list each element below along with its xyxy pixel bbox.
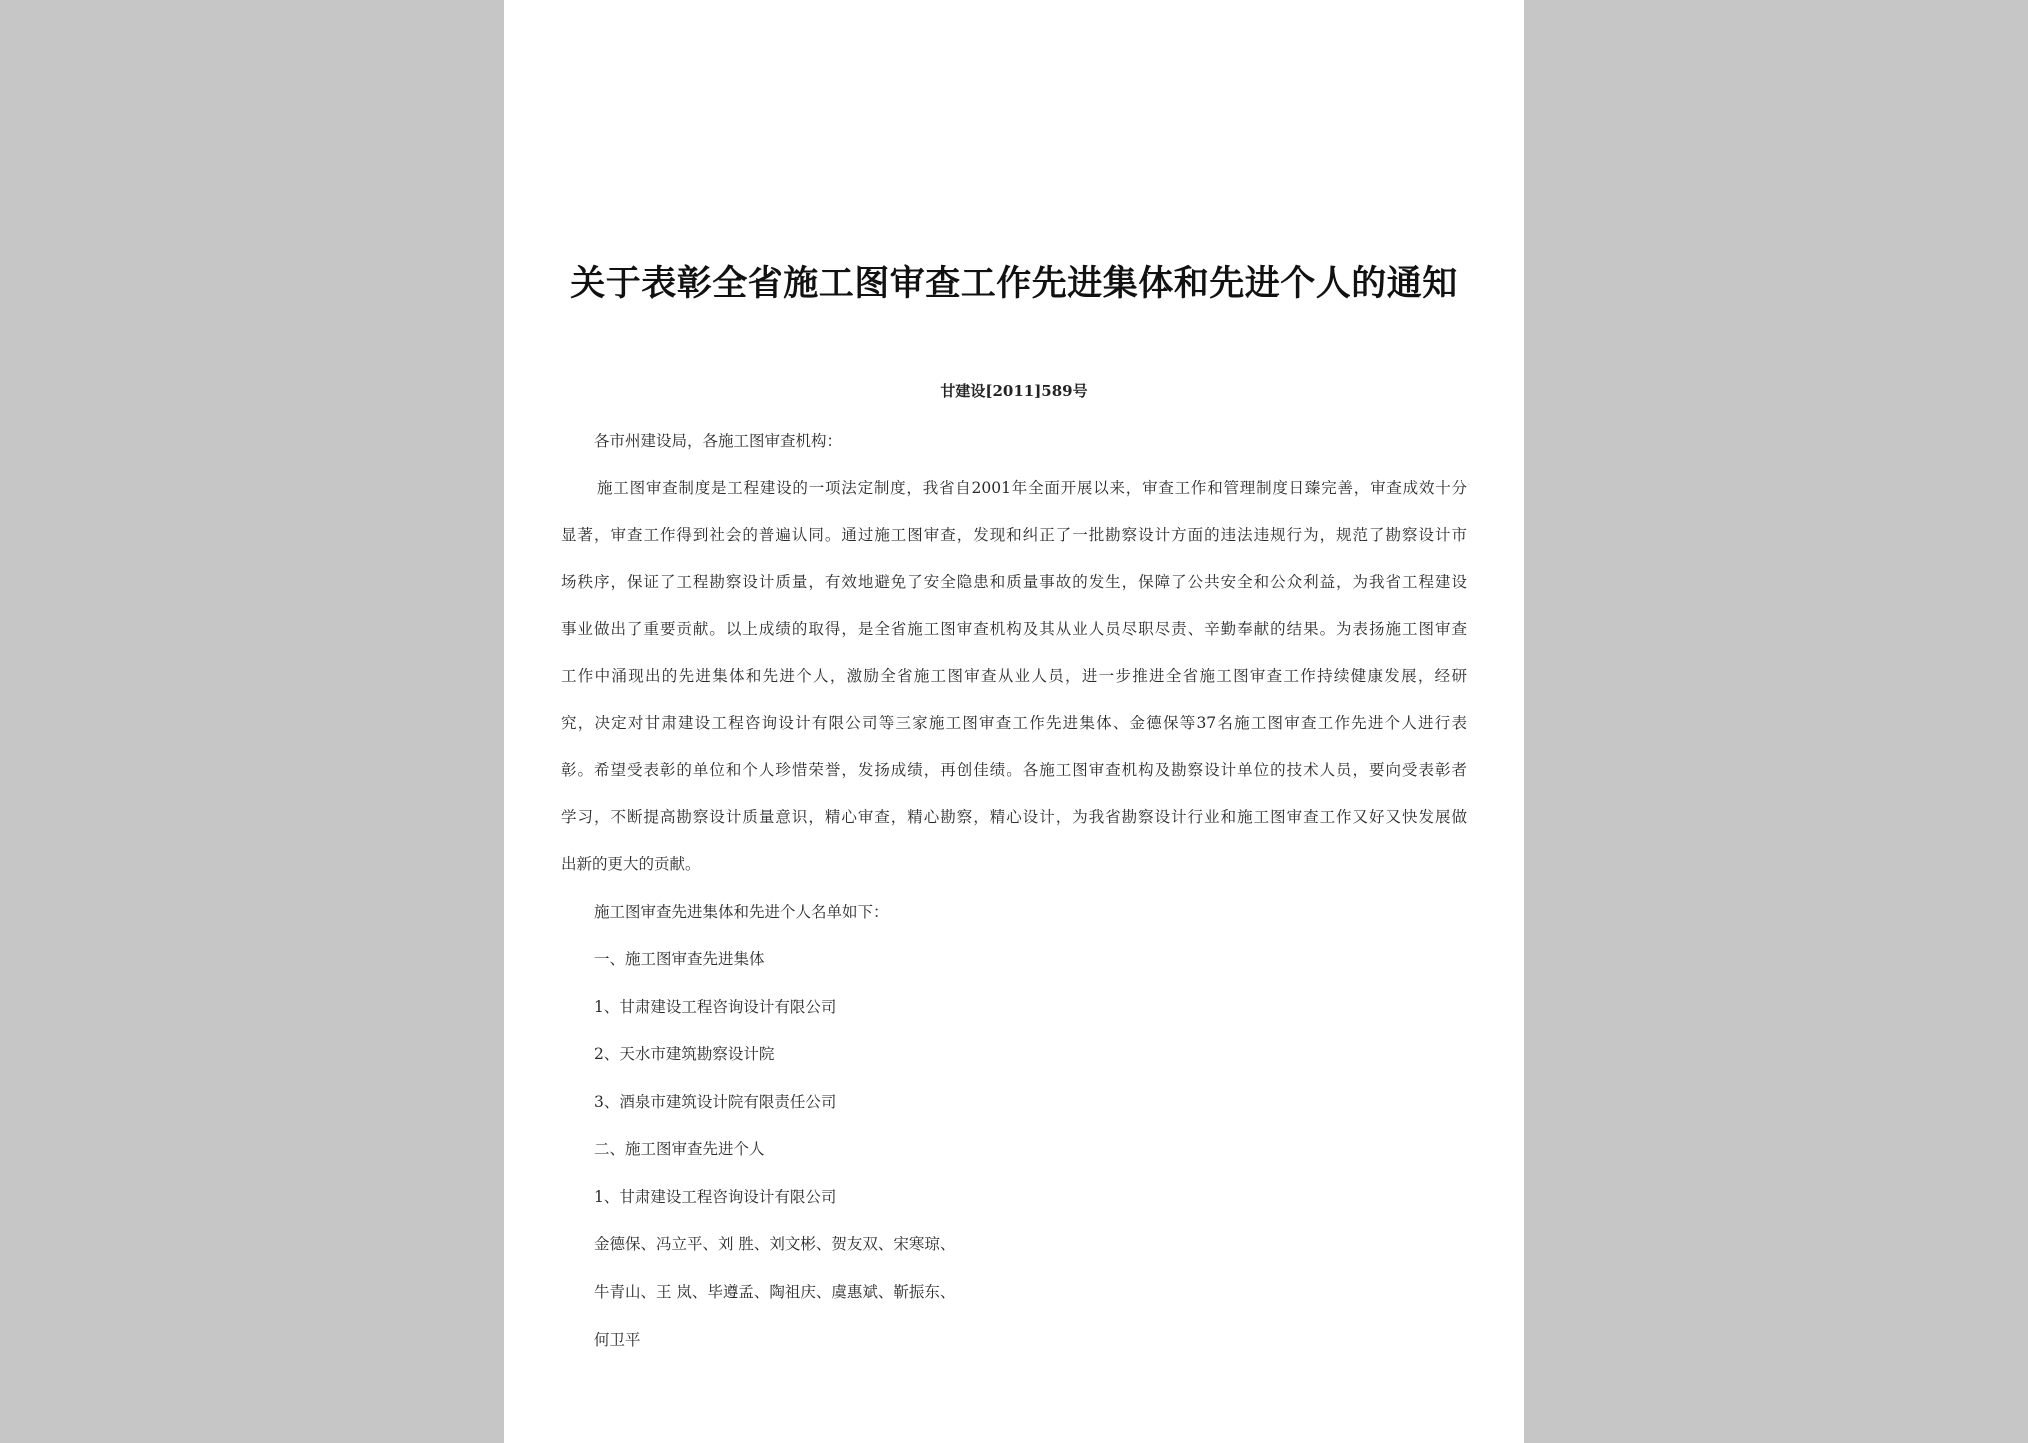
salutation: 各市州建设局，各施工图审查机构： <box>594 432 843 450</box>
collective-item: 2、天水市建筑勘察设计院 <box>594 1045 775 1063</box>
body-line: 施工图审查制度是工程建设的一项法定制度，我省自2001年全面开展以来，审查工作和管理制度日臻完善，审查成效十分 <box>597 479 1467 497</box>
body-line: 工作中涌现出的先进集体和先进个人，激励全省施工图审查从业人员，进一步推进全省施工图审查工作持续健康发展，经研 <box>561 667 1467 685</box>
individual-org: 1、甘肃建设工程咨询设计有限公司 <box>594 1188 837 1206</box>
body-line: 出新的更大的贡献。 <box>561 855 701 873</box>
body-line: 彰。希望受表彰的单位和个人珍惜荣誉，发扬成绩，再创佳绩。各施工图审查机构及勘察设计单位的技术人员，要向受表彰者 <box>561 761 1467 779</box>
document-page <box>504 0 1524 1443</box>
body-line: 学习，不断提高勘察设计质量意识，精心审查，精心勘察，精心设计，为我省勘察设计行业和施工图审查工作又好又快发展做 <box>561 808 1467 826</box>
document-title: 关于表彰全省施工图审查工作先进集体和先进个人的通知 <box>570 263 1458 304</box>
body-line: 事业做出了重要贡献。以上成绩的取得，是全省施工图审查机构及其从业人员尽职尽责、辛勤奉献的结果。为表扬施工图审查 <box>561 620 1467 638</box>
section-heading-individuals: 二、施工图审查先进个人 <box>594 1140 765 1158</box>
names-line: 金德保、冯立平、刘 胜、刘文彬、贺友双、宋寒琼、 <box>594 1235 956 1253</box>
body-line: 显著，审查工作得到社会的普遍认同。通过施工图审查，发现和纠正了一批勘察设计方面的违法违规行为，规范了勘察设计市 <box>561 526 1467 544</box>
collective-item: 3、酒泉市建筑设计院有限责任公司 <box>594 1093 837 1111</box>
section-heading-collectives: 一、施工图审查先进集体 <box>594 950 765 968</box>
document-number: 甘建设[2011]589号 <box>940 382 1088 400</box>
names-line: 何卫平 <box>594 1331 641 1349</box>
collective-item: 1、甘肃建设工程咨询设计有限公司 <box>594 998 837 1016</box>
body-line: 究，决定对甘肃建设工程咨询设计有限公司等三家施工图审查工作先进集体、金德保等37名施工图审查工作先进个人进行表 <box>561 714 1467 732</box>
body-line: 场秩序，保证了工程勘察设计质量，有效地避免了安全隐患和质量事故的发生，保障了公共安全和公众利益，为我省工程建设 <box>561 573 1467 591</box>
names-line: 牛青山、王 岚、毕遵孟、陶祖庆、虞惠斌、靳振东、 <box>594 1283 956 1301</box>
list-intro: 施工图审查先进集体和先进个人名单如下： <box>594 903 889 921</box>
